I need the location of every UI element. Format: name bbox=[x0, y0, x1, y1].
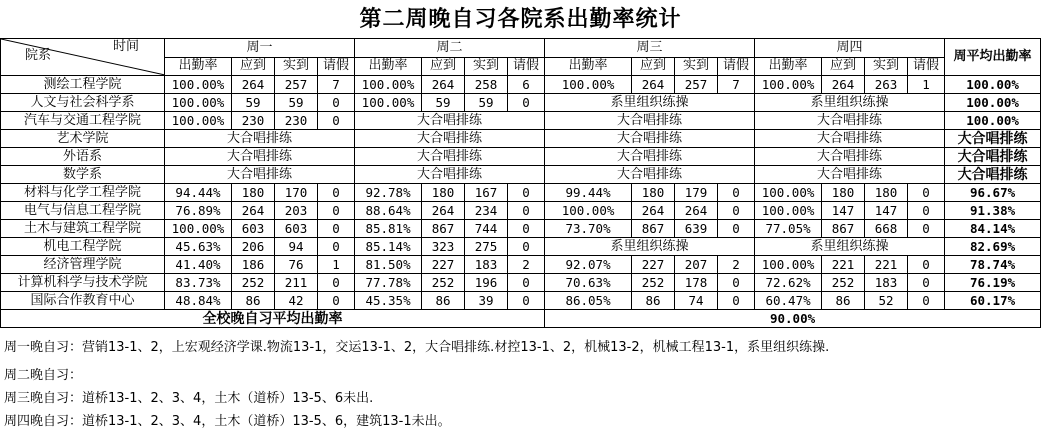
attendance-cell: 264 bbox=[822, 76, 865, 94]
weekly-average: 100.00% bbox=[945, 112, 1041, 130]
activity-cell: 大合唱排练 bbox=[355, 130, 545, 148]
activity-cell: 系里组织练操 bbox=[755, 94, 945, 112]
attendance-cell: 147 bbox=[822, 202, 865, 220]
table-row bbox=[1, 184, 1041, 202]
attendance-cell: 0 bbox=[908, 256, 945, 274]
attendance-cell: 100.00% bbox=[355, 94, 422, 112]
weekly-average: 91.38% bbox=[945, 202, 1041, 220]
attendance-cell: 60.47% bbox=[755, 292, 822, 310]
attendance-cell: 178 bbox=[675, 274, 718, 292]
attendance-cell: 639 bbox=[675, 220, 718, 238]
attendance-cell: 264 bbox=[632, 76, 675, 94]
sub-header: 出勤率 bbox=[545, 57, 632, 76]
sub-header: 实到 bbox=[865, 57, 908, 76]
attendance-cell: 257 bbox=[675, 76, 718, 94]
attendance-cell: 183 bbox=[865, 274, 908, 292]
dept-name: 汽车与交通工程学院 bbox=[1, 112, 165, 130]
attendance-cell: 52 bbox=[865, 292, 908, 310]
attendance-cell: 83.73% bbox=[165, 274, 232, 292]
activity-cell: 大合唱排练 bbox=[165, 166, 355, 184]
attendance-cell: 183 bbox=[465, 256, 508, 274]
sub-header: 出勤率 bbox=[355, 57, 422, 76]
attendance-cell: 100.00% bbox=[165, 220, 232, 238]
attendance-cell: 2 bbox=[508, 256, 545, 274]
weekly-average: 100.00% bbox=[945, 94, 1041, 112]
attendance-cell: 252 bbox=[632, 274, 675, 292]
sub-header: 应到 bbox=[232, 57, 275, 76]
activity-cell: 系里组织练操 bbox=[755, 238, 945, 256]
attendance-cell: 196 bbox=[465, 274, 508, 292]
weekly-average: 82.69% bbox=[945, 238, 1041, 256]
dept-name: 艺术学院 bbox=[1, 130, 165, 148]
attendance-cell: 234 bbox=[465, 202, 508, 220]
dept-name: 人文与社会科学系 bbox=[1, 94, 165, 112]
attendance-cell: 94 bbox=[275, 238, 318, 256]
attendance-cell: 264 bbox=[232, 76, 275, 94]
attendance-cell: 264 bbox=[232, 202, 275, 220]
attendance-cell: 0 bbox=[318, 292, 355, 310]
attendance-cell: 0 bbox=[718, 274, 755, 292]
dept-name: 土木与建筑工程学院 bbox=[1, 220, 165, 238]
activity-cell: 大合唱排练 bbox=[545, 112, 755, 130]
attendance-cell: 1 bbox=[908, 76, 945, 94]
attendance-cell: 94.44% bbox=[165, 184, 232, 202]
activity-cell: 大合唱排练 bbox=[355, 166, 545, 184]
dept-name: 电气与信息工程学院 bbox=[1, 202, 165, 220]
attendance-cell: 180 bbox=[865, 184, 908, 202]
attendance-cell: 323 bbox=[422, 238, 465, 256]
attendance-cell: 0 bbox=[318, 184, 355, 202]
attendance-cell: 59 bbox=[465, 94, 508, 112]
dept-name: 经济管理学院 bbox=[1, 256, 165, 274]
dept-name: 机电工程学院 bbox=[1, 238, 165, 256]
table-row bbox=[1, 112, 1041, 130]
day-header: 周一 bbox=[165, 39, 355, 58]
table-row bbox=[1, 238, 1041, 256]
attendance-cell: 263 bbox=[865, 76, 908, 94]
table-row bbox=[1, 256, 1041, 274]
activity-cell: 大合唱排练 bbox=[545, 166, 755, 184]
attendance-cell: 100.00% bbox=[545, 202, 632, 220]
activity-cell: 大合唱排练 bbox=[545, 148, 755, 166]
attendance-cell: 867 bbox=[822, 220, 865, 238]
activity-cell: 大合唱排练 bbox=[165, 148, 355, 166]
attendance-cell: 221 bbox=[822, 256, 865, 274]
attendance-cell: 45.63% bbox=[165, 238, 232, 256]
attendance-cell: 45.35% bbox=[355, 292, 422, 310]
attendance-cell: 0 bbox=[318, 202, 355, 220]
attendance-cell: 264 bbox=[422, 76, 465, 94]
attendance-cell: 180 bbox=[422, 184, 465, 202]
attendance-cell: 252 bbox=[422, 274, 465, 292]
attendance-cell: 275 bbox=[465, 238, 508, 256]
attendance-cell: 6 bbox=[508, 76, 545, 94]
attendance-cell: 186 bbox=[232, 256, 275, 274]
attendance-cell: 86 bbox=[422, 292, 465, 310]
weekly-average: 96.67% bbox=[945, 184, 1041, 202]
attendance-cell: 41.40% bbox=[165, 256, 232, 274]
sub-header: 请假 bbox=[508, 57, 545, 76]
attendance-cell: 180 bbox=[632, 184, 675, 202]
dept-name: 数学系 bbox=[1, 166, 165, 184]
attendance-cell: 167 bbox=[465, 184, 508, 202]
attendance-cell: 0 bbox=[908, 184, 945, 202]
attendance-cell: 100.00% bbox=[165, 94, 232, 112]
table-row bbox=[1, 76, 1041, 94]
attendance-cell: 230 bbox=[232, 112, 275, 130]
activity-cell: 系里组织练操 bbox=[545, 94, 755, 112]
sub-header: 出勤率 bbox=[165, 57, 232, 76]
activity-cell: 大合唱排练 bbox=[165, 130, 355, 148]
attendance-cell: 0 bbox=[908, 274, 945, 292]
attendance-cell: 264 bbox=[422, 202, 465, 220]
attendance-cell: 92.78% bbox=[355, 184, 422, 202]
attendance-cell: 230 bbox=[275, 112, 318, 130]
attendance-cell: 0 bbox=[718, 202, 755, 220]
school-average-value: 90.00% bbox=[545, 310, 1041, 328]
attendance-cell: 668 bbox=[865, 220, 908, 238]
table-row bbox=[1, 130, 1041, 148]
attendance-cell: 59 bbox=[422, 94, 465, 112]
attendance-cell: 744 bbox=[465, 220, 508, 238]
activity-cell: 大合唱排练 bbox=[355, 148, 545, 166]
sub-header: 实到 bbox=[465, 57, 508, 76]
attendance-cell: 0 bbox=[318, 220, 355, 238]
dept-name: 计算机科学与技术学院 bbox=[1, 274, 165, 292]
attendance-cell: 39 bbox=[465, 292, 508, 310]
weekly-average: 84.14% bbox=[945, 220, 1041, 238]
attendance-cell: 85.14% bbox=[355, 238, 422, 256]
attendance-cell: 147 bbox=[865, 202, 908, 220]
attendance-cell: 180 bbox=[232, 184, 275, 202]
attendance-cell: 0 bbox=[508, 202, 545, 220]
attendance-cell: 1 bbox=[318, 256, 355, 274]
weekly-average: 大合唱排练 bbox=[945, 148, 1041, 166]
attendance-cell: 100.00% bbox=[755, 184, 822, 202]
corner-header bbox=[1, 39, 165, 76]
attendance-cell: 42 bbox=[275, 292, 318, 310]
attendance-cell: 170 bbox=[275, 184, 318, 202]
attendance-cell: 227 bbox=[422, 256, 465, 274]
attendance-cell: 0 bbox=[908, 202, 945, 220]
attendance-cell: 81.50% bbox=[355, 256, 422, 274]
attendance-cell: 206 bbox=[232, 238, 275, 256]
sub-header: 实到 bbox=[675, 57, 718, 76]
attendance-cell: 0 bbox=[508, 238, 545, 256]
attendance-cell: 70.63% bbox=[545, 274, 632, 292]
attendance-cell: 74 bbox=[675, 292, 718, 310]
activity-cell: 大合唱排练 bbox=[755, 148, 945, 166]
attendance-cell: 0 bbox=[508, 220, 545, 238]
attendance-cell: 99.44% bbox=[545, 184, 632, 202]
attendance-cell: 0 bbox=[318, 238, 355, 256]
attendance-cell: 7 bbox=[718, 76, 755, 94]
activity-cell: 系里组织练操 bbox=[545, 238, 755, 256]
day-header: 周四 bbox=[755, 39, 945, 58]
attendance-cell: 0 bbox=[508, 274, 545, 292]
weekly-average: 78.74% bbox=[945, 256, 1041, 274]
attendance-cell: 85.81% bbox=[355, 220, 422, 238]
attendance-cell: 264 bbox=[675, 202, 718, 220]
attendance-cell: 0 bbox=[718, 220, 755, 238]
activity-cell: 大合唱排练 bbox=[545, 130, 755, 148]
attendance-cell: 88.64% bbox=[355, 202, 422, 220]
day-header: 周二 bbox=[355, 39, 545, 58]
time-header-label: 时间 bbox=[113, 39, 140, 54]
dept-name: 材料与化学工程学院 bbox=[1, 184, 165, 202]
attendance-cell: 264 bbox=[632, 202, 675, 220]
table-row bbox=[1, 94, 1041, 112]
note-line: 周四晚自习：道桥13-1、2、3、4，土木（道桥）13-5、6，建筑13-1未出。 bbox=[4, 414, 451, 429]
attendance-cell: 0 bbox=[718, 184, 755, 202]
weekly-average: 大合唱排练 bbox=[945, 130, 1041, 148]
school-average-label: 全校晚自习平均出勤率 bbox=[1, 310, 545, 328]
sub-header: 应到 bbox=[822, 57, 865, 76]
attendance-cell: 59 bbox=[275, 94, 318, 112]
weekly-average-header: 周平均出勤率 bbox=[945, 39, 1041, 76]
dept-name: 测绘工程学院 bbox=[1, 76, 165, 94]
attendance-cell: 76 bbox=[275, 256, 318, 274]
note-line: 周一晚自习：营销13-1、2，上宏观经济学课.物流13-1，交运13-1、2，大合唱排练.材控13-1、2，机械13-2，机械工程13-1，系里组织练操. bbox=[4, 340, 830, 355]
attendance-cell: 0 bbox=[508, 184, 545, 202]
dept-name: 国际合作教育中心 bbox=[1, 292, 165, 310]
attendance-cell: 100.00% bbox=[545, 76, 632, 94]
attendance-cell: 207 bbox=[675, 256, 718, 274]
attendance-cell: 227 bbox=[632, 256, 675, 274]
dept-name: 外语系 bbox=[1, 148, 165, 166]
attendance-cell: 0 bbox=[908, 220, 945, 238]
attendance-cell: 603 bbox=[275, 220, 318, 238]
attendance-table bbox=[0, 38, 1041, 328]
weekly-average: 76.19% bbox=[945, 274, 1041, 292]
attendance-cell: 73.70% bbox=[545, 220, 632, 238]
attendance-cell: 100.00% bbox=[165, 76, 232, 94]
table-row bbox=[1, 166, 1041, 184]
sub-header: 应到 bbox=[632, 57, 675, 76]
weekly-average: 100.00% bbox=[945, 76, 1041, 94]
attendance-cell: 867 bbox=[422, 220, 465, 238]
attendance-cell: 100.00% bbox=[355, 76, 422, 94]
sub-header: 请假 bbox=[908, 57, 945, 76]
note-line: 周三晚自习：道桥13-1、2、3、4，土木（道桥）13-5、6未出. bbox=[4, 391, 374, 406]
note-line: 周二晚自习： bbox=[4, 368, 83, 383]
attendance-cell: 257 bbox=[275, 76, 318, 94]
attendance-cell: 77.78% bbox=[355, 274, 422, 292]
page-title: 第二周晚自习各院系出勤率统计 bbox=[359, 6, 682, 32]
attendance-cell: 0 bbox=[318, 274, 355, 292]
attendance-cell: 203 bbox=[275, 202, 318, 220]
attendance-cell: 72.62% bbox=[755, 274, 822, 292]
attendance-cell: 100.00% bbox=[165, 112, 232, 130]
attendance-cell: 0 bbox=[508, 94, 545, 112]
attendance-cell: 86 bbox=[822, 292, 865, 310]
attendance-cell: 86 bbox=[632, 292, 675, 310]
attendance-cell: 0 bbox=[908, 292, 945, 310]
attendance-cell: 100.00% bbox=[755, 256, 822, 274]
attendance-cell: 0 bbox=[508, 292, 545, 310]
attendance-cell: 179 bbox=[675, 184, 718, 202]
attendance-cell: 48.84% bbox=[165, 292, 232, 310]
sub-header: 出勤率 bbox=[755, 57, 822, 76]
sub-header: 请假 bbox=[718, 57, 755, 76]
attendance-cell: 252 bbox=[822, 274, 865, 292]
attendance-cell: 92.07% bbox=[545, 256, 632, 274]
attendance-cell: 77.05% bbox=[755, 220, 822, 238]
attendance-cell: 86 bbox=[232, 292, 275, 310]
table-row bbox=[1, 148, 1041, 166]
attendance-cell: 180 bbox=[822, 184, 865, 202]
attendance-cell: 100.00% bbox=[755, 202, 822, 220]
attendance-cell: 603 bbox=[232, 220, 275, 238]
activity-cell: 大合唱排练 bbox=[755, 130, 945, 148]
weekly-average: 大合唱排练 bbox=[945, 166, 1041, 184]
attendance-cell: 221 bbox=[865, 256, 908, 274]
dept-header-label: 院系 bbox=[25, 48, 52, 63]
activity-cell: 大合唱排练 bbox=[755, 166, 945, 184]
attendance-cell: 76.89% bbox=[165, 202, 232, 220]
day-header: 周三 bbox=[545, 39, 755, 58]
attendance-cell: 0 bbox=[718, 292, 755, 310]
attendance-cell: 867 bbox=[632, 220, 675, 238]
attendance-cell: 2 bbox=[718, 256, 755, 274]
attendance-cell: 86.05% bbox=[545, 292, 632, 310]
attendance-cell: 59 bbox=[232, 94, 275, 112]
attendance-cell: 258 bbox=[465, 76, 508, 94]
attendance-cell: 7 bbox=[318, 76, 355, 94]
sub-header: 应到 bbox=[422, 57, 465, 76]
weekly-average: 60.17% bbox=[945, 292, 1041, 310]
attendance-cell: 0 bbox=[318, 94, 355, 112]
sub-header: 实到 bbox=[275, 57, 318, 76]
activity-cell: 大合唱排练 bbox=[355, 112, 545, 130]
attendance-cell: 0 bbox=[318, 112, 355, 130]
sub-header: 请假 bbox=[318, 57, 355, 76]
school-average-row bbox=[1, 310, 1041, 328]
table-row bbox=[1, 274, 1041, 292]
attendance-cell: 100.00% bbox=[755, 76, 822, 94]
attendance-cell: 211 bbox=[275, 274, 318, 292]
attendance-cell: 252 bbox=[232, 274, 275, 292]
table-row bbox=[1, 220, 1041, 238]
activity-cell: 大合唱排练 bbox=[755, 112, 945, 130]
table-row bbox=[1, 202, 1041, 220]
table-row bbox=[1, 292, 1041, 310]
